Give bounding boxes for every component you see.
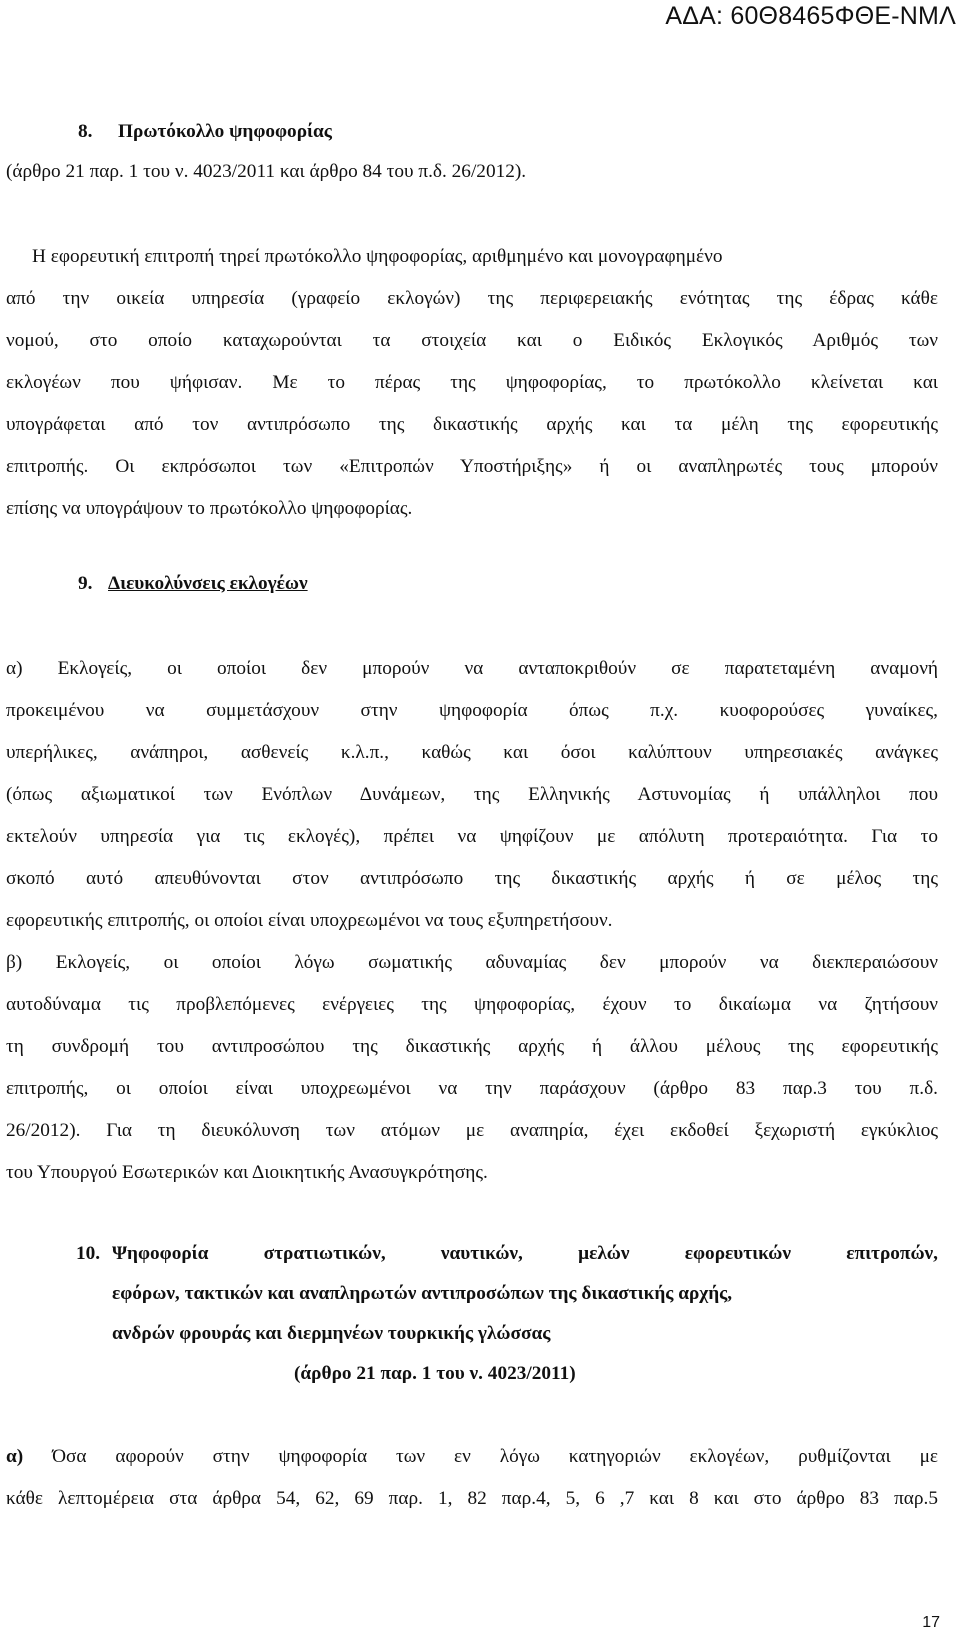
- section-9b-line-2: αυτοδύναμα τις προβλεπόμενες ενέργειες της ψηφοφορίας, έχουν το δικαίωμα να ζητήσουν: [6, 994, 938, 1015]
- ada-code: ΑΔΑ: 60Θ8465ΦΘΕ-ΝΜΛ: [665, 2, 956, 30]
- section-8-line-5: υπογράφεται από τον αντιπρόσωπο της δικαστικής αρχής και τα μέλη της εφορευτικής: [6, 414, 938, 435]
- section-10a-text: Όσα αφορούν στην ψηφοφορία των εν λόγω κατηγοριών εκλογέων, ρυθμίζονται με: [23, 1446, 938, 1467]
- section-9b-line-1: β) Εκλογείς, οι οποίοι λόγω σωματικής αδυναμίας δεν μπορούν να διεκπεραιώσουν: [6, 952, 938, 973]
- section-9-title: Διευκολύνσεις εκλογέων: [108, 573, 308, 594]
- section-8-line-3: νομού, στο οποίο καταχωρούνται τα στοιχεία και ο Ειδικός Εκλογικός Αριθμός των: [6, 330, 938, 351]
- section-9a-line-6: σκοπό αυτό απευθύνονται στον αντιπρόσωπο της δικαστικής αρχής ή σε μέλος της: [6, 868, 938, 889]
- section-9a-line-1: α) Εκλογείς, οι οποίοι δεν μπορούν να ανταποκριθούν σε παρατεταμένη αναμονή: [6, 658, 938, 679]
- section-8-title: Πρωτόκολλο ψηφοφορίας: [118, 121, 332, 142]
- section-8-reference: (άρθρο 21 παρ. 1 του ν. 4023/2011 και άρθρο 84 του π.δ. 26/2012).: [6, 161, 527, 182]
- section-10a-line-2: κάθε λεπτομέρεια στα άρθρα 54, 62, 69 παρ. 1, 82 παρ.4, 5, 6 ,7 και 8 και στο άρθρο 83 παρ.5: [6, 1488, 938, 1509]
- section-9a-line-5: εκτελούν υπηρεσία για τις εκλογές), πρέπει να ψηφίζουν με απόλυτη προτεραιότητα. Για το: [6, 826, 938, 847]
- section-9a-line-2: προκειμένου να συμμετάσχουν στην ψηφοφορία όπως π.χ. κυοφορούσες γυναίκες,: [6, 700, 938, 721]
- section-9-number: 9.: [78, 573, 93, 594]
- section-9a-line-4: (όπως αξιωματικοί των Ενόπλων Δυνάμεων, της Ελληνικής Αστυνομίας ή υπάλληλοι που: [6, 784, 938, 805]
- section-8-number: 8.: [78, 121, 93, 142]
- section-10-number: 10.: [76, 1243, 101, 1264]
- section-10a-line-1: [6, 1446, 938, 1468]
- section-10-title-line-3: ανδρών φρουράς και διερμηνέων τουρκικής γλώσσας: [112, 1323, 551, 1344]
- section-9b-line-3: τη συνδρομή του αντιπροσώπου της δικαστικής αρχής ή άλλου μέλους της εφορευτικής: [6, 1036, 938, 1057]
- section-10-title-line-1: Ψηφοφορία στρατιωτικών, ναυτικών, μελών εφορευτικών επιτροπών,: [112, 1243, 938, 1264]
- section-8-line-4: εκλογέων που ψήφισαν. Με το πέρας της ψηφοφορίας, το πρωτόκολλο κλείνεται και: [6, 372, 938, 393]
- section-8-line-6: επιτροπής. Οι εκπρόσωποι των «Επιτροπών Υποστήριξης» ή οι αναπληρωτές τους μπορούν: [6, 456, 938, 477]
- section-9b-line-6: του Υπουργού Εσωτερικών και Διοικητικής Ανασυγκρότησης.: [6, 1162, 488, 1183]
- section-10-title-line-2: εφόρων, τακτικών και αναπληρωτών αντιπροσώπων της δικαστικής αρχής,: [112, 1283, 733, 1304]
- section-8-line-2: από την οικεία υπηρεσία (γραφείο εκλογών) της περιφερειακής ενότητας της έδρας κάθε: [6, 288, 938, 309]
- page-number: 17: [922, 1614, 940, 1631]
- section-8-line-1: Η εφορευτική επιτροπή τηρεί πρωτόκολλο ψηφοφορίας, αριθμημένο και μονογραφημένο: [32, 246, 723, 267]
- section-10a-label: α): [6, 1446, 24, 1467]
- section-9b-line-4: επιτροπής, οι οποίοι είναι υποχρεωμένοι να την παράσχουν (άρθρο 83 παρ.3 του π.δ.: [6, 1078, 938, 1099]
- section-9a-line-3: υπερήλικες, ανάπηροι, ασθενείς κ.λ.π., καθώς και όσοι καλύπτουν υπηρεσιακές ανάγκες: [6, 742, 938, 763]
- section-8-line-7: επίσης να υπογράψουν το πρωτόκολλο ψηφοφορίας.: [6, 498, 413, 519]
- section-10-reference: (άρθρο 21 παρ. 1 του ν. 4023/2011): [294, 1363, 576, 1384]
- section-9a-line-7: εφορευτικής επιτροπής, οι οποίοι είναι υποχρεωμένοι να τους εξυπηρετήσουν.: [6, 910, 613, 931]
- section-9b-line-5: 26/2012). Για τη διευκόλυνση των ατόμων με αναπηρία, έχει εκδοθεί ξεχωριστή εγκύκλιος: [6, 1120, 938, 1141]
